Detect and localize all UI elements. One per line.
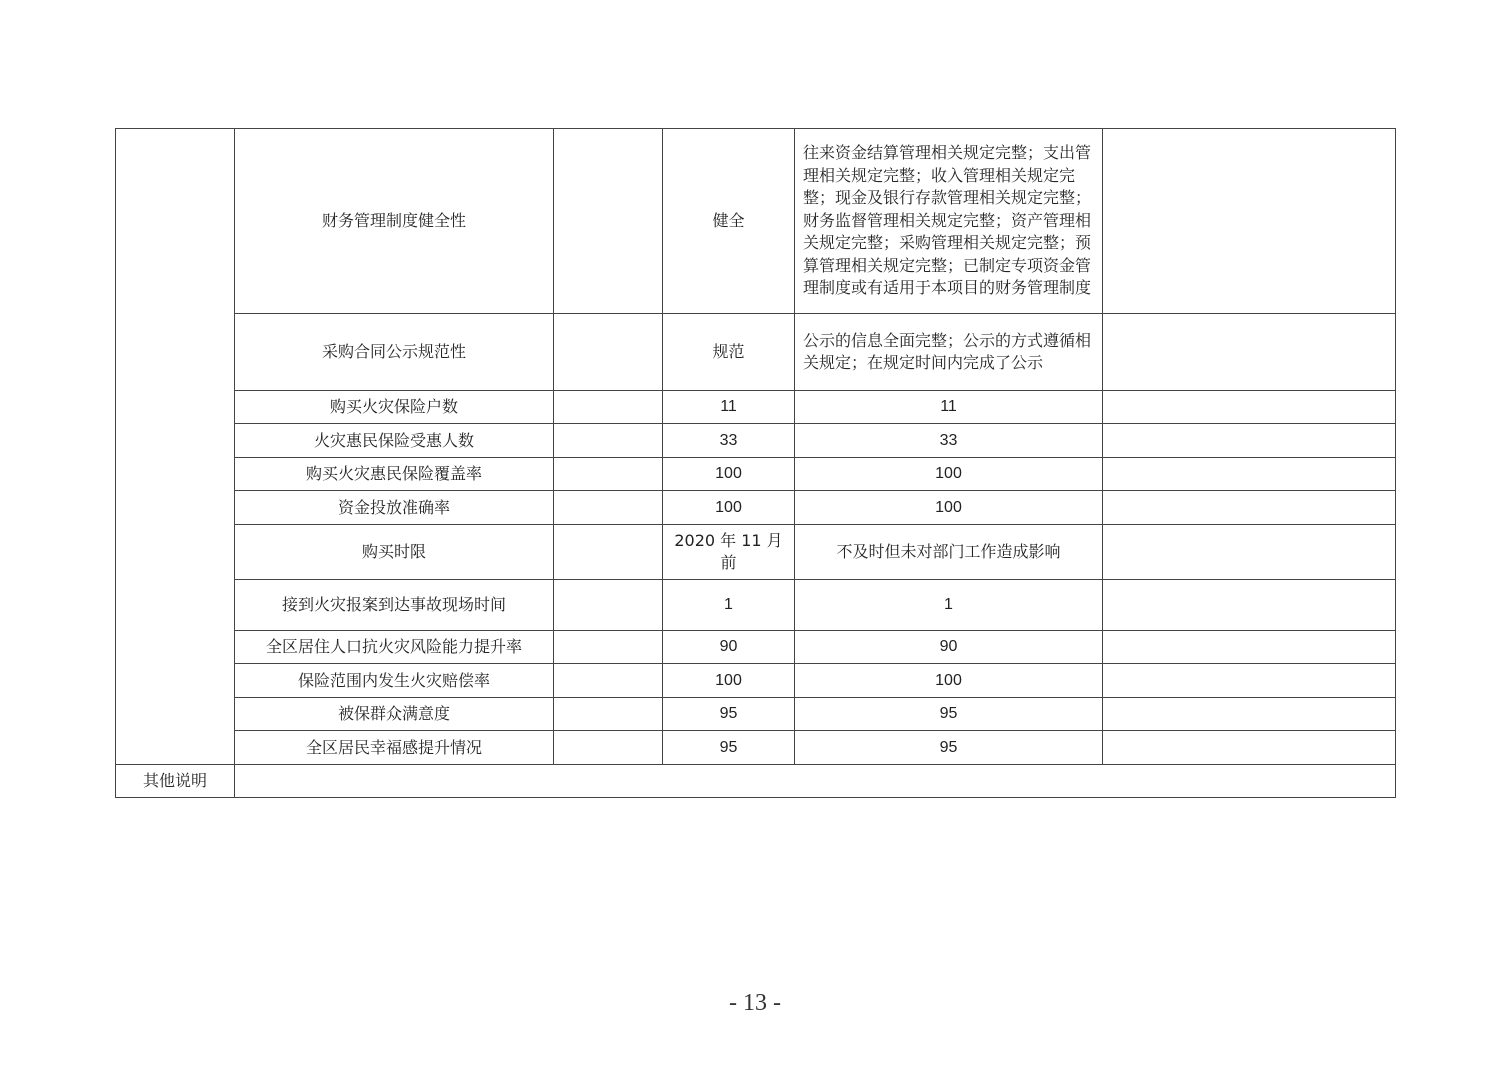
performance-table — [115, 128, 1396, 798]
blank-cell — [554, 129, 663, 314]
blank-cell — [554, 664, 663, 698]
target-cell: 100 — [663, 491, 795, 525]
remark-cell — [1103, 458, 1396, 491]
remark-cell — [1103, 391, 1396, 424]
table-row — [116, 631, 1396, 664]
table-row — [116, 698, 1396, 731]
target-cell: 100 — [663, 458, 795, 491]
table-row — [116, 391, 1396, 424]
indicator-cell: 采购合同公示规范性 — [235, 314, 554, 391]
remark-cell — [1103, 664, 1396, 698]
target-cell: 95 — [663, 698, 795, 731]
target-cell: 95 — [663, 731, 795, 765]
target-cell: 规范 — [663, 314, 795, 391]
blank-cell — [554, 580, 663, 631]
target-cell: 100 — [663, 664, 795, 698]
actual-cell: 100 — [795, 458, 1103, 491]
indicator-cell: 接到火灾报案到达事故现场时间 — [235, 580, 554, 631]
remark-cell — [1103, 731, 1396, 765]
other-note-label: 其他说明 — [116, 765, 235, 798]
other-note-content — [235, 765, 1396, 798]
actual-cell: 不及时但未对部门工作造成影响 — [795, 525, 1103, 580]
remark-cell — [1103, 631, 1396, 664]
target-cell: 1 — [663, 580, 795, 631]
other-note-row — [116, 765, 1396, 798]
blank-cell — [554, 631, 663, 664]
remark-cell — [1103, 698, 1396, 731]
actual-cell: 100 — [795, 491, 1103, 525]
remark-cell — [1103, 580, 1396, 631]
actual-cell: 90 — [795, 631, 1103, 664]
table-row — [116, 129, 1396, 314]
indicator-cell: 全区居民幸福感提升情况 — [235, 731, 554, 765]
target-cell: 90 — [663, 631, 795, 664]
indicator-cell: 购买火灾保险户数 — [235, 391, 554, 424]
blank-cell — [554, 698, 663, 731]
remark-cell — [1103, 525, 1396, 580]
indicator-cell: 全区居住人口抗火灾风险能力提升率 — [235, 631, 554, 664]
actual-cell: 公示的信息全面完整；公示的方式遵循相关规定；在规定时间内完成了公示 — [795, 314, 1103, 391]
remark-cell — [1103, 491, 1396, 525]
indicator-cell: 购买时限 — [235, 525, 554, 580]
table-row — [116, 664, 1396, 698]
actual-cell: 1 — [795, 580, 1103, 631]
remark-cell — [1103, 129, 1396, 314]
blank-cell — [554, 491, 663, 525]
table-row — [116, 424, 1396, 458]
actual-cell: 95 — [795, 731, 1103, 765]
indicator-cell: 火灾惠民保险受惠人数 — [235, 424, 554, 458]
actual-cell: 11 — [795, 391, 1103, 424]
blank-cell — [554, 424, 663, 458]
actual-cell: 100 — [795, 664, 1103, 698]
indicator-cell: 财务管理制度健全性 — [235, 129, 554, 314]
target-cell: 33 — [663, 424, 795, 458]
actual-cell: 95 — [795, 698, 1103, 731]
page-number: - 13 - — [729, 990, 781, 1016]
actual-cell: 33 — [795, 424, 1103, 458]
blank-cell — [554, 458, 663, 491]
actual-cell: 往来资金结算管理相关规定完整；支出管理相关规定完整；收入管理相关规定完整；现金及银行存款管理相关规定完整；财务监督管理相关规定完整；资产管理相关规定完整；采购管理相关规定完整；预算管理相关规定完整；已制定专项资金管理制度或有适用于本项目的财务管理制度 — [795, 129, 1103, 314]
indicator-cell: 资金投放准确率 — [235, 491, 554, 525]
target-cell: 2020 年 11 月前 — [663, 525, 795, 580]
table-row — [116, 314, 1396, 391]
target-cell: 11 — [663, 391, 795, 424]
remark-cell — [1103, 314, 1396, 391]
indicator-cell: 保险范围内发生火灾赔偿率 — [235, 664, 554, 698]
table-row — [116, 731, 1396, 765]
indicator-cell: 被保群众满意度 — [235, 698, 554, 731]
blank-cell — [554, 314, 663, 391]
target-cell: 健全 — [663, 129, 795, 314]
blank-cell — [554, 391, 663, 424]
category-cell — [116, 129, 235, 765]
blank-cell — [554, 525, 663, 580]
table-row — [116, 525, 1396, 580]
table-row — [116, 580, 1396, 631]
table-row — [116, 458, 1396, 491]
table-row — [116, 491, 1396, 525]
remark-cell — [1103, 424, 1396, 458]
blank-cell — [554, 731, 663, 765]
indicator-cell: 购买火灾惠民保险覆盖率 — [235, 458, 554, 491]
